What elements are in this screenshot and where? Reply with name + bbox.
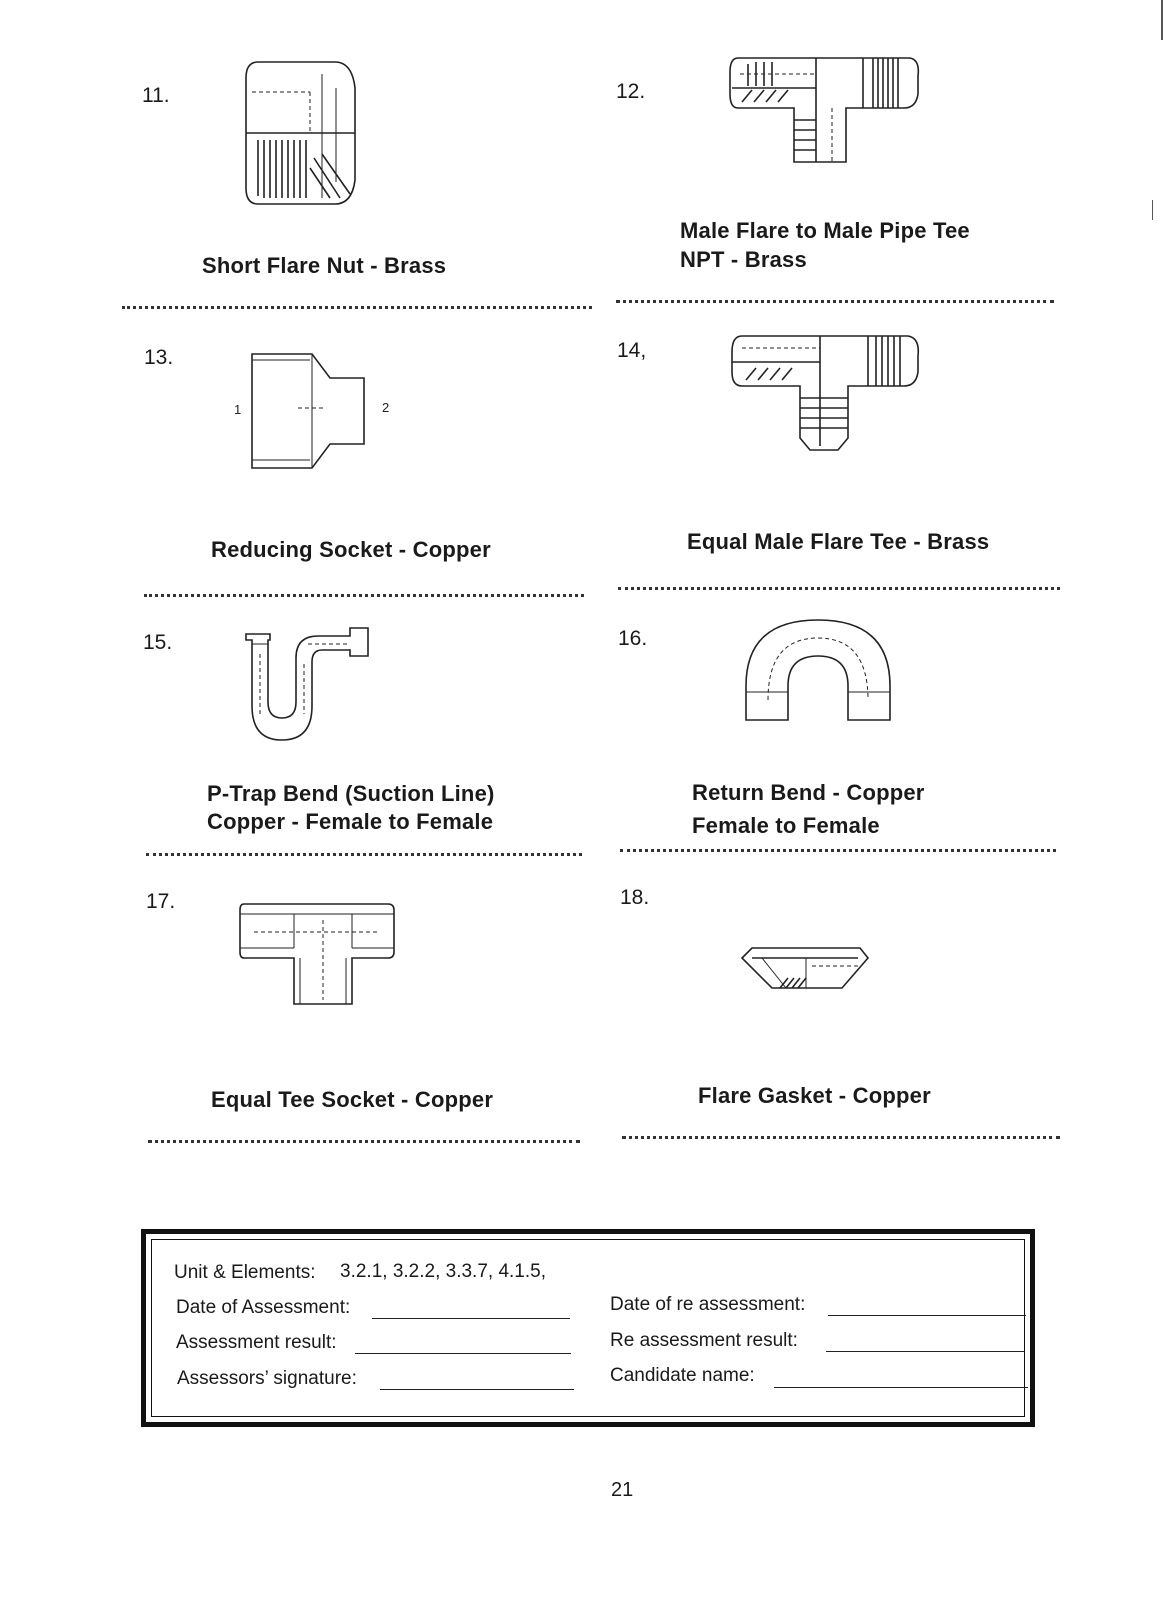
item-caption: Flare Gasket - Copper xyxy=(698,1083,931,1108)
item-number: 13. xyxy=(144,346,174,369)
return-bend-icon xyxy=(738,616,898,731)
reassessment-result-field[interactable] xyxy=(826,1351,1024,1352)
assessment-result-field[interactable] xyxy=(355,1353,571,1354)
item-caption: Reducing Socket - Copper xyxy=(211,537,491,562)
item-number: 12. xyxy=(616,80,646,103)
date-of-assessment-field[interactable] xyxy=(372,1318,570,1319)
item-caption: Short Flare Nut - Brass xyxy=(202,253,447,278)
item-caption: Equal Male Flare Tee - Brass xyxy=(687,529,990,554)
item-caption: P-Trap Bend (Suction Line) xyxy=(207,781,495,806)
assessors-signature-label: Assessors’ signature: xyxy=(177,1368,357,1389)
item-number: 18. xyxy=(620,886,650,909)
unit-elements-label: Unit & Elements: xyxy=(174,1262,316,1283)
label-2: 2 xyxy=(382,400,390,415)
answer-line xyxy=(616,300,1054,303)
page-number: 21 xyxy=(611,1479,634,1501)
item-number: 14, xyxy=(617,339,647,362)
item-number: 16. xyxy=(618,627,648,650)
assessment-box xyxy=(141,1229,1035,1427)
flare-gasket-icon xyxy=(736,944,876,996)
date-of-reassessment-label: Date of re assessment: xyxy=(610,1294,806,1315)
label-1: 1 xyxy=(234,402,242,417)
answer-line xyxy=(144,594,584,597)
item-caption: Female to Female xyxy=(692,813,880,838)
item-caption: Return Bend - Copper xyxy=(692,780,925,805)
item-number: 11. xyxy=(142,84,170,107)
item-caption: NPT - Brass xyxy=(680,247,807,272)
male-flare-pipe-tee-icon xyxy=(728,50,928,175)
answer-line xyxy=(146,853,582,856)
reducing-socket-icon xyxy=(228,350,398,475)
candidate-name-label: Candidate name: xyxy=(610,1365,755,1386)
equal-tee-socket-icon xyxy=(234,896,400,1016)
item-number: 17. xyxy=(146,890,176,913)
item-caption: Male Flare to Male Pipe Tee xyxy=(680,218,970,243)
scan-edge-mark xyxy=(1152,200,1153,220)
answer-line xyxy=(622,1136,1060,1139)
item-caption: Copper - Female to Female xyxy=(207,809,494,834)
p-trap-bend-icon xyxy=(238,614,378,744)
candidate-name-field[interactable] xyxy=(774,1387,1028,1388)
assessment-result-label: Assessment result: xyxy=(176,1332,337,1353)
answer-line xyxy=(148,1140,580,1143)
date-of-assessment-label: Date of Assessment: xyxy=(176,1297,351,1318)
short-flare-nut-icon xyxy=(240,58,360,208)
item-caption: Equal Tee Socket - Copper xyxy=(211,1087,494,1112)
unit-elements-values: 3.2.1, 3.2.2, 3.3.7, 4.1.5, xyxy=(340,1261,546,1282)
answer-line xyxy=(122,306,592,309)
reassessment-result-label: Re assessment result: xyxy=(610,1330,798,1351)
date-of-reassessment-field[interactable] xyxy=(828,1315,1026,1316)
equal-male-flare-tee-icon xyxy=(728,328,928,458)
answer-line xyxy=(618,587,1060,590)
assessors-signature-field[interactable] xyxy=(380,1389,574,1390)
answer-line xyxy=(620,849,1056,852)
item-number: 15. xyxy=(143,631,173,654)
